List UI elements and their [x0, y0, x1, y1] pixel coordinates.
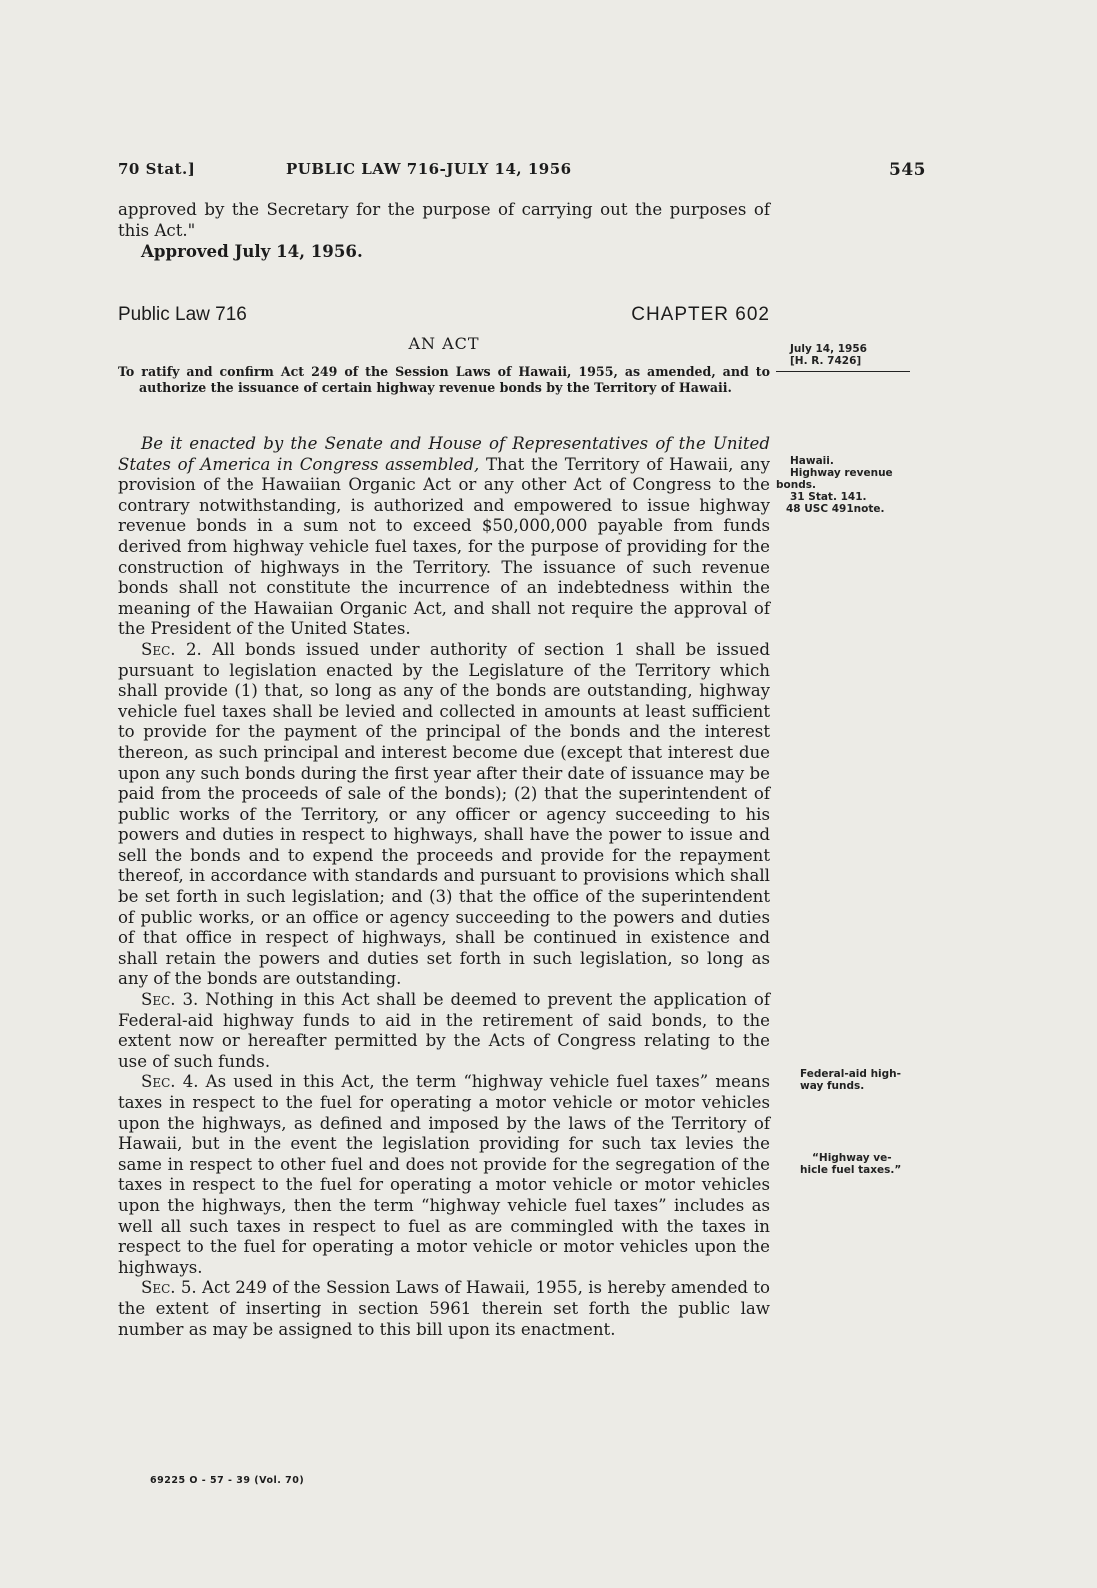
volume-reference: 70 Stat.] — [118, 160, 196, 178]
act-title: To ratify and confirm Act 249 of the Session Laws of Hawaii, 1955, as amended, and to authorize the issuance of certain highway revenue bonds by the Territory of Hawaii. — [118, 364, 770, 395]
margin-note-fuel-taxes-l1: “Highway ve- — [812, 1152, 892, 1164]
print-footer: 69225 O - 57 - 39 (Vol. 70) — [150, 1475, 305, 1486]
approved-date: Approved July 14, 1956. — [141, 241, 363, 262]
section-2-label: Sec. 2. — [141, 639, 202, 659]
section-1-text: That the Territory of Hawaii, any provision of the Hawaiian Organic Act or any other Act of Congress to the contrary notwithstanding, is authorized and empowered to issue highway revenue bonds in a sum not to exceed $50,000,000 payable from funds derived from highway vehicle fuel taxes, for the purpose of providing for the construction of highways in the Territory. The issuance of such revenue bonds shall not constitute the incurrence of an indebtedness within the meaning of the Hawaiian Organic Act, and shall not require the approval of the President of the United States. — [118, 454, 770, 639]
public-law-number: Public Law 716 — [118, 304, 247, 325]
margin-note-hawaii-l2: Highway revenue — [790, 467, 893, 479]
section-4-text: As used in this Act, the term “highway vehicle fuel taxes” means taxes in respect to the fuel for operating a motor vehicle or motor vehicles upon the highways, as defined and imposed by the laws of the Territory of Hawaii, but in the event the legislation providing for such tax levies the same in respect to other fuel and does not provide for the segregation of the taxes in respect to the fuel for operating a motor vehicle or motor vehicles upon the highways, then the term “highway vehicle fuel taxes” includes as well all such taxes in respect to fuel as are commingled with the taxes in respect to the fuel for operating a motor vehicle or motor vehicles upon the highways. — [118, 1072, 770, 1277]
section-5-text: Act 249 of the Session Laws of Hawaii, 1955, is hereby amended to the extent of inserting in section 5961 therein set forth the public law number as may be assigned to this bill upon its enactment. — [118, 1278, 770, 1339]
margin-note-hawaii-l1: Hawaii. — [790, 455, 834, 467]
margin-note-federal-aid-l1: Federal-aid high- — [800, 1068, 902, 1080]
margin-bill-number: [H. R. 7426] — [790, 355, 862, 367]
margin-note-hawaii-l4: 31 Stat. 141. — [790, 491, 867, 503]
margin-rule — [776, 371, 910, 372]
running-header — [118, 160, 926, 184]
act-body — [118, 434, 770, 1340]
margin-note-federal-aid-l2: way funds. — [800, 1080, 865, 1092]
enacting-clause: Be it enacted by the Senate and House of Representatives of the United States of America in Congress assembled, — [118, 434, 770, 474]
section-4-label: Sec. 4. — [141, 1072, 199, 1092]
section-3-text: Nothing in this Act shall be deemed to prevent the application of Federal-aid highway funds to aid in the retirement of said bonds, to the extent now or hereafter permitted by the Acts of Congress relating to the use of such funds. — [118, 990, 770, 1071]
section-3 — [118, 990, 770, 1072]
margin-note-fuel-taxes-l2: hicle fuel taxes.” — [800, 1164, 902, 1176]
margin-note-hawaii-l3: bonds. — [776, 479, 816, 491]
section-3-label: Sec. 3. — [141, 990, 199, 1010]
section-5 — [118, 1278, 770, 1340]
section-4 — [118, 1072, 770, 1278]
margin-note-hawaii-l5: 48 USC 491note. — [786, 503, 885, 515]
margin-date-note — [790, 343, 867, 367]
page-number: 545 — [889, 160, 926, 180]
an-act-heading: AN ACT — [408, 334, 480, 353]
section-1 — [118, 434, 770, 640]
section-2 — [118, 640, 770, 990]
chapter-number: CHAPTER 602 — [631, 304, 770, 325]
carryover-text: approved by the Secretary for the purpose of carrying out the purposes of this Act." — [118, 200, 770, 240]
section-2-text: All bonds issued under authority of section 1 shall be issued pursuant to legislation enacted by the Legislature of the Territory which shall provide (1) that, so long as any of the bonds are outstanding, highway vehicle fuel taxes shall be levied and collected in amounts at least sufficient to provide for the payment of the principal of the bonds and the interest thereon, as such principal and interest become due (except that interest due upon any such bonds during the first year after their date of issuance may be paid from the proceeds of sale of the bonds); (2) that the superintendent of public works of the Territory, or any officer or agency succeeding to his powers and duties in respect to highways, shall have the power to issue and sell the bonds and to expend the proceeds and provide for the repayment thereof, in accordance with standards and pursuant to provisions which shall be set forth in such legislation; and (3) that the office of the superintendent of public works, or an office or agency succeeding to the powers and duties of that office in respect of highways, shall be continued in existence and shall retain the powers and duties set forth in such legislation, so long as any of the bonds are outstanding. — [118, 639, 770, 989]
margin-note-hawaii — [776, 455, 893, 515]
margin-date: July 14, 1956 — [790, 343, 867, 355]
margin-note-fuel-taxes — [800, 1152, 901, 1176]
header-title: PUBLIC LAW 716-JULY 14, 1956 — [286, 160, 572, 178]
law-heading — [118, 304, 770, 330]
carryover-block — [118, 200, 770, 262]
margin-note-federal-aid — [800, 1068, 901, 1092]
section-5-label: Sec. 5. — [141, 1278, 197, 1298]
